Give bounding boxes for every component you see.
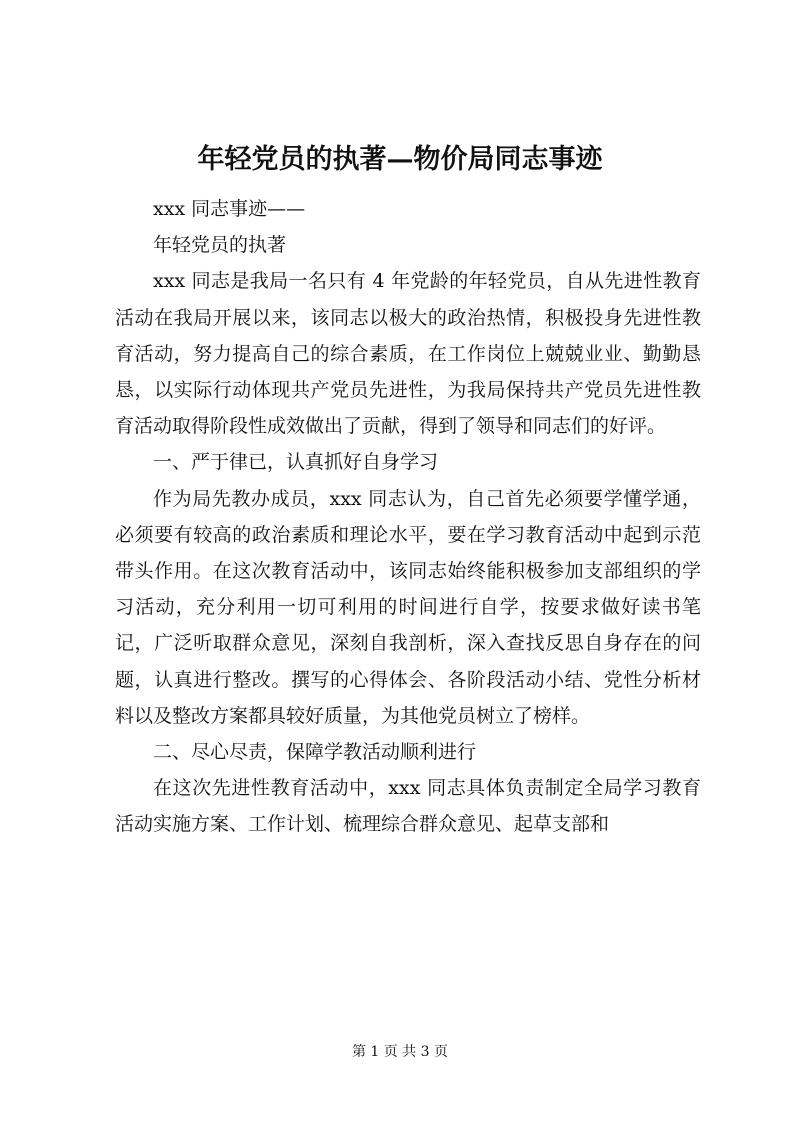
paragraph-intro: xxx 同志是我局一名只有 4 年党龄的年轻党员，自从先进性教育活动在我局开展以来，该同志以极大的政治热情，积极投身先进性教育活动，努力提高自己的综合素质，在工作岗位上兢兢业业、勤勤恳恳，以实际行动体现共产党员先进性，为我局保持共产党员先进性教育活动取得阶段性成效做出了贡献，得到了领导和同志们的好评。 xyxy=(115,270,701,438)
document-body xyxy=(115,191,701,843)
paragraph-subject: xxx 同志事迹—— xyxy=(153,198,306,220)
page-number-footer: 第 1 页 共 3 页 xyxy=(351,1044,449,1060)
section-heading-1: 一、严于律已，认真抓好自身学习 xyxy=(153,451,439,474)
paragraph-section-1: 作为局先教办成员，xxx 同志认为，自己首先必须要学懂学通，必须要有较高的政治素质和理论水平，要在学习教育活动中起到示范带头作用。在这次教育活动中，该同志始终能积极参加支部组织的学习活动，充分利用一切可利用的时间进行自学，按要求做好读书笔记，广泛听取群众意见，深刻自我剖析，深入查找反思自身存在的问题，认真进行整改。撰写的心得体会、各阶段活动小结、党性分析材料以及整改方案都具较好质量，为其他党员树立了榜样。 xyxy=(115,487,701,727)
paragraph-section-2: 在这次先进性教育活动中，xxx 同志具体负责制定全局学习教育活动实施方案、工作计划、梳理综合群众意见、起草支部和 xyxy=(115,777,701,836)
document-title: 年轻党员的执著—物价局同志事迹 xyxy=(197,144,603,175)
paragraph-subtitle: 年轻党员的执著 xyxy=(153,234,287,257)
section-heading-2: 二、尽心尽责，保障学教活动顺利进行 xyxy=(153,741,477,764)
